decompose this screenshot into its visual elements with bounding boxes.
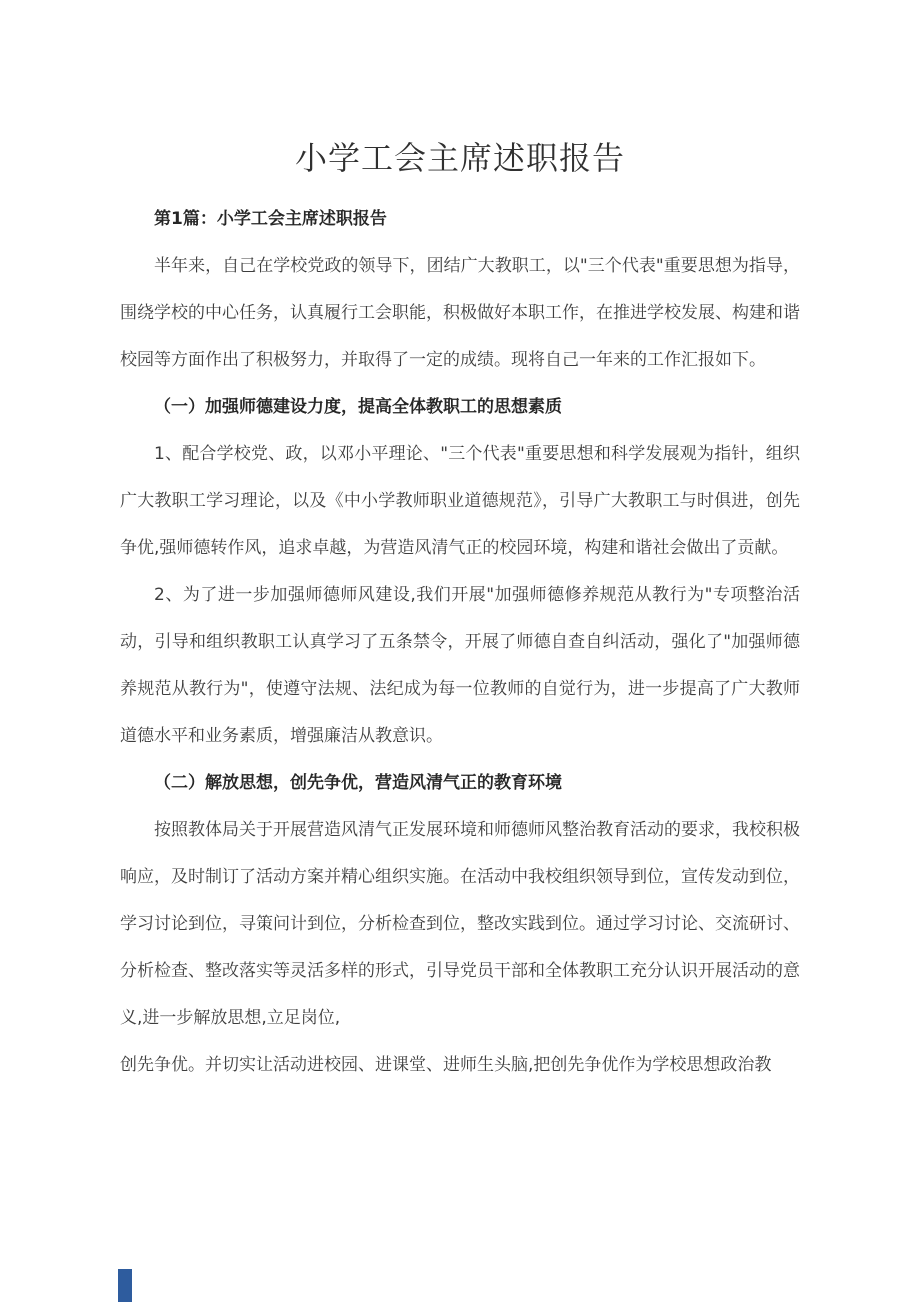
paragraph-point-2: 2、为了进一步加强师德师风建设,我们开展"加强师德修养规范从教行为"专项整治活动，引导和组织教职工认真学习了五条禁令，开展了师德自查自纠活动，强化了"加强师德养规范从教行为"，使遵守法规、法纪成为每一位教师的自觉行为，进一步提高了广大教师道德水平和业务素质，增强廉洁从教意识。 <box>120 585 800 746</box>
section-heading-one: （一）加强师德建设力度，提高全体教职工的思想素质 <box>154 397 562 417</box>
paragraph-section-two: 按照教体局关于开展营造风清气正发展环境和师德师风整治教育活动的要求，我校积极响应，及时制订了活动方案并精心组织实施。在活动中我校组织领导到位，宣传发动到位，学习讨论到位，寻策问计到位，分析检查到位，整改实践到位。通过学习讨论、交流研讨、分析检查、整改落实等灵活多样的形式，引导党员干部和全体教职工充分认识开展活动的意义,进一步解放思想,立足岗位, <box>120 820 800 1028</box>
next-page-edge-artifact <box>118 1269 132 1302</box>
section-heading-two: （二）解放思想，创先争优，营造风清气正的教育环境 <box>154 773 562 793</box>
document-title: 小学工会主席述职报告 <box>294 139 625 177</box>
section-heading-part1: 第1篇：小学工会主席述职报告 <box>154 209 387 229</box>
paragraph-intro: 半年来，自己在学校党政的领导下，团结广大教职工，以"三个代表"重要思想为指导，围绕学校的中心任务，认真履行工会职能，积极做好本职工作，在推进学校发展、构建和谐校园等方面作出了积极努力，并取得了一定的成绩。现将自己一年来的工作汇报如下。 <box>120 256 800 370</box>
paragraph-point-1: 1、配合学校党、政，以邓小平理论、"三个代表"重要思想和科学发展观为指针，组织广大教职工学习理论，以及《中小学教师职业道德规范》，引导广大教职工与时俱进，创先争优,强师德转作风，追求卓越，为营造风清气正的校园环境，构建和谐社会做出了贡献。 <box>120 444 800 558</box>
paragraph-continuation: 创先争优。并切实让活动进校园、进课堂、进师生头脑,把创先争优作为学校思想政治教 <box>120 1055 772 1075</box>
